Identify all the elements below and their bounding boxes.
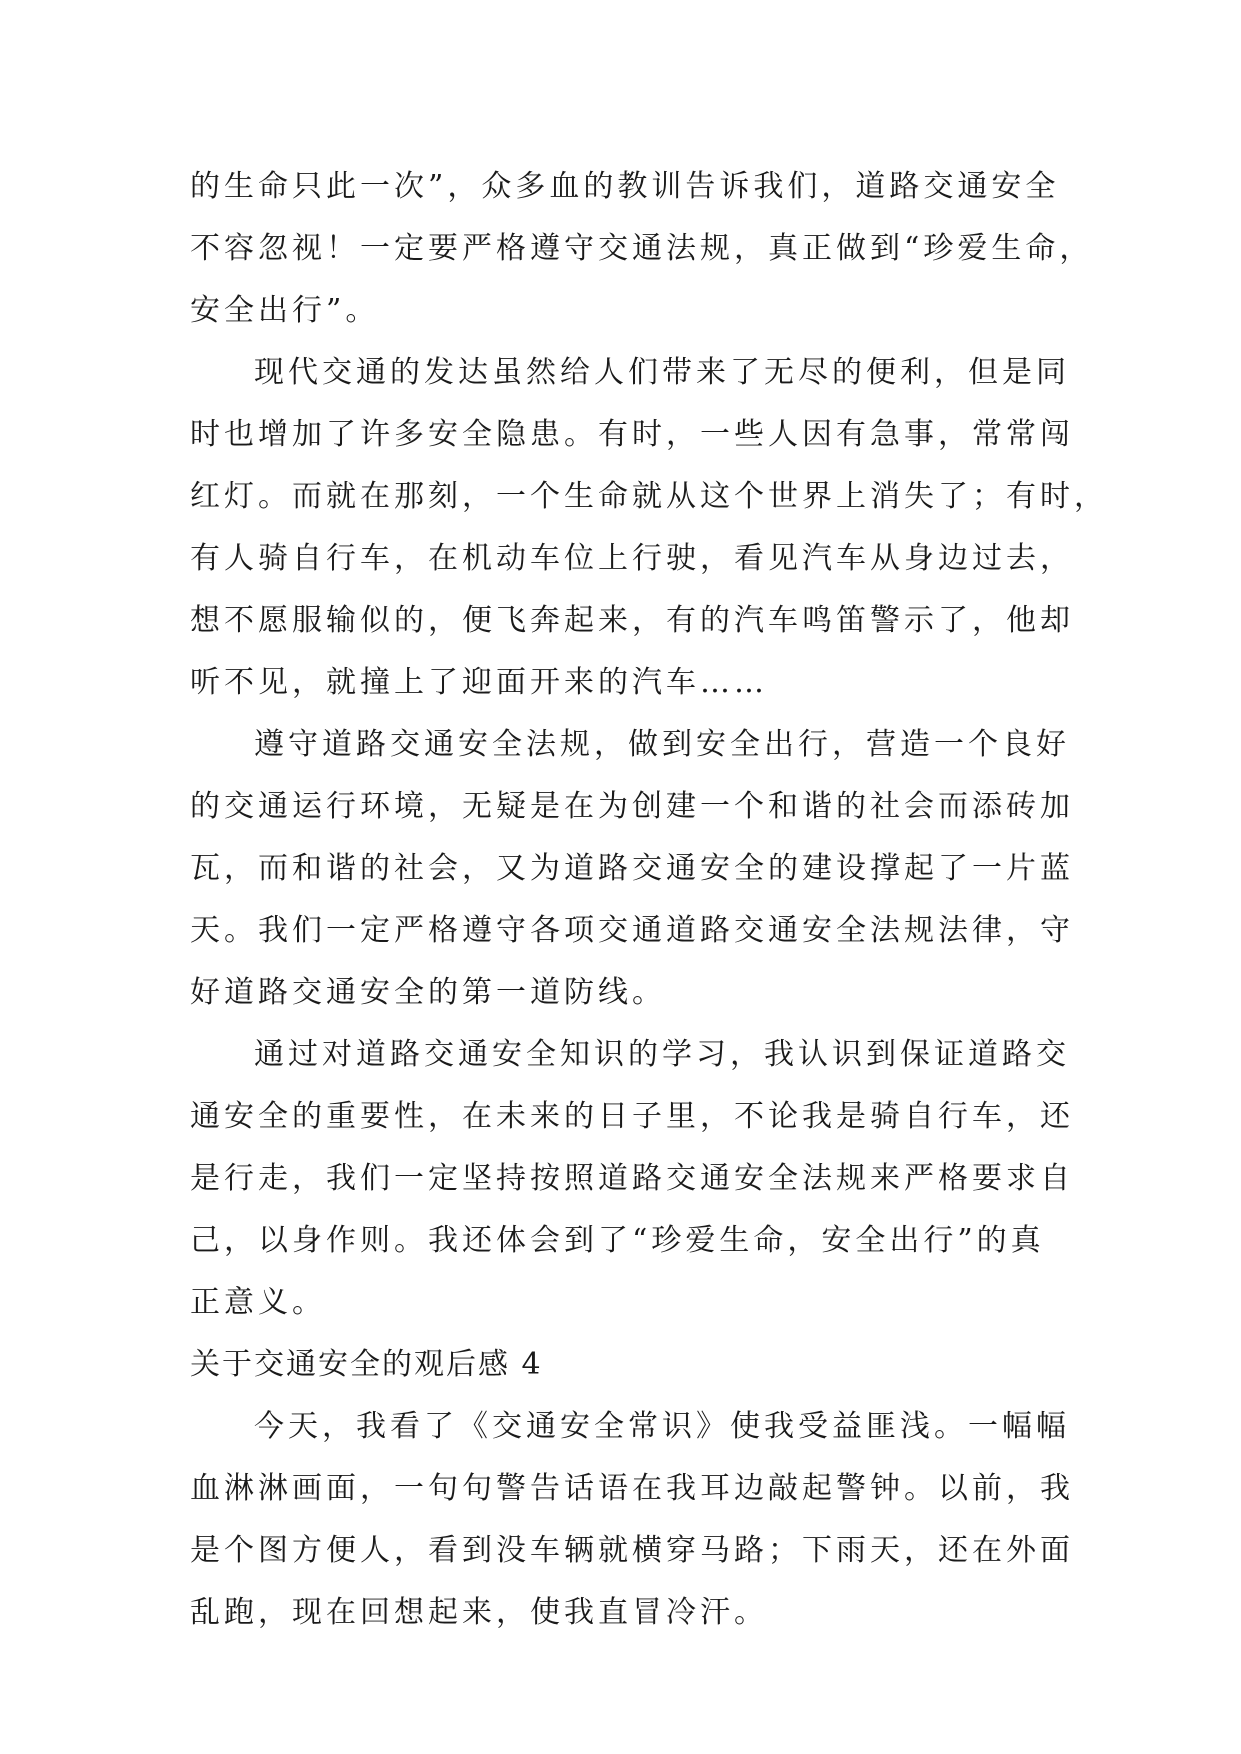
text-line: 通安全的重要性，在未来的日子里，不论我是骑自行车，还 [190, 1099, 1074, 1134]
text-line: 天。我们一定严格遵守各项交通道路交通安全法规法律，守 [190, 913, 1074, 948]
text-line: 好道路交通安全的第一道防线。 [190, 975, 666, 1010]
text-line: 听不见，就撞上了迎面开来的汽车…… [190, 665, 768, 700]
paragraph-first-line: 遵守道路交通安全法规，做到安全出行，营造一个良好 [254, 727, 1070, 762]
text-line: 时也增加了许多安全隐患。有时，一些人因有急事，常常闯 [190, 417, 1074, 452]
section-heading: 关于交通安全的观后感 4 [190, 1347, 543, 1382]
text-line: 血淋淋画面，一句句警告话语在我耳边敲起警钟。以前，我 [190, 1471, 1074, 1506]
text-line: 瓦，而和谐的社会，又为道路交通安全的建设撑起了一片蓝 [190, 851, 1074, 886]
paragraph-first-line: 通过对道路交通安全知识的学习，我认识到保证道路交 [254, 1037, 1070, 1072]
document-body [190, 156, 1108, 1644]
text-line: 的生命只此一次”，众多血的教训告诉我们，道路交通安全 [190, 169, 1060, 204]
paragraph-first-line: 现代交通的发达虽然给人们带来了无尽的便利，但是同 [254, 355, 1070, 390]
text-line: 想不愿服输似的，便飞奔起来，有的汽车鸣笛警示了，他却 [190, 603, 1074, 638]
text-line: 红灯。而就在那刻，一个生命就从这个世界上消失了；有时， [190, 479, 1108, 514]
text-line: 乱跑，现在回想起来，使我直冒冷汗。 [190, 1595, 768, 1630]
paragraph-first-line: 今天，我看了《交通安全常识》使我受益匪浅。一幅幅 [254, 1409, 1070, 1444]
text-line: 正意义。 [190, 1285, 326, 1320]
text-line: 安全出行”。 [190, 293, 380, 328]
text-line: 有人骑自行车，在机动车位上行驶，看见汽车从身边过去， [190, 541, 1074, 576]
text-line: 的交通运行环境，无疑是在为创建一个和谐的社会而添砖加 [190, 789, 1074, 824]
text-line: 己，以身作则。我还体会到了“珍爱生命，安全出行”的真 [190, 1223, 1045, 1258]
text-line: 是个图方便人，看到没车辆就横穿马路；下雨天，还在外面 [190, 1533, 1074, 1568]
text-line: 不容忽视！一定要严格遵守交通法规，真正做到“珍爱生命， [190, 231, 1094, 266]
text-line: 是行走，我们一定坚持按照道路交通安全法规来严格要求自 [190, 1161, 1074, 1196]
